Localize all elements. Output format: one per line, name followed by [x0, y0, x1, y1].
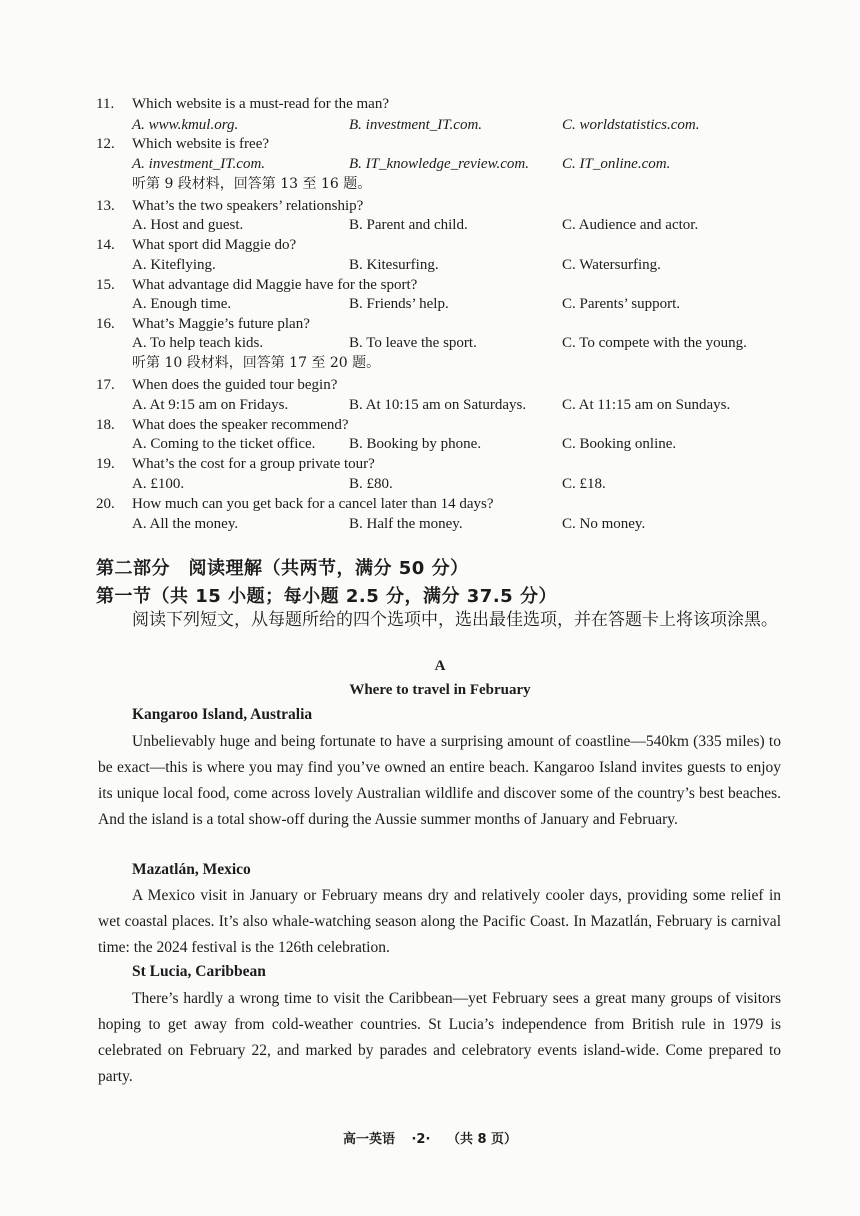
option-a: A. £100.: [132, 476, 185, 492]
question-number: 16.: [96, 316, 115, 332]
option-b: B. £80.: [349, 476, 393, 492]
option-a: A. At 9:15 am on Fridays.: [132, 397, 289, 413]
option-c: C. No money.: [562, 516, 646, 532]
footer-subject: 高一英语: [342, 1132, 395, 1147]
footer-total-pages: （共 8 页）: [446, 1132, 518, 1147]
option-a: A. investment_IT.com.: [132, 156, 266, 172]
question-number: 19.: [96, 456, 115, 472]
option-a: A. Enough time.: [132, 296, 232, 312]
section-heading-st-lucia: St Lucia, Caribbean: [132, 963, 266, 980]
question-text: What’s the two speakers’ relationship?: [132, 198, 364, 214]
paragraph-kangaroo-island: Unbelievably huge and being fortunate to have a surprising amount of coastline—540km (335 miles) to be exact—this is where you may find you’ve owned an entire beach. Kangaroo Island invites guests to enjoy its unique local food, come across lovely Australian wildlife and discover some of the country’s best beaches. And the island is a total show-off during the Aussie summer months of January and February.: [98, 733, 781, 828]
question-text: What sport did Maggie do?: [132, 237, 297, 253]
section-10-intro: 听第 10 段材料，回答第 17 至 20 题。: [132, 355, 381, 371]
option-a: A. To help teach kids.: [132, 335, 264, 351]
option-b: B. Friends’ help.: [349, 296, 449, 312]
option-b: B. investment_IT.com.: [349, 117, 483, 133]
option-a: A. www.kmul.org.: [132, 117, 239, 133]
paragraph-mazatlan: A Mexico visit in January or February means dry and relatively cooler days, providing some relief in wet coastal places. It’s also whale-watching season along the Pacific Coast. In Mazatlán, February is carnival time: the 2024 festival is the 126th celebration.: [98, 887, 781, 956]
option-a: A. Coming to the ticket office.: [132, 436, 316, 452]
question-number: 12.: [96, 136, 115, 152]
question-text: What advantage did Maggie have for the sport?: [132, 277, 418, 293]
question-number: 13.: [96, 198, 115, 214]
paragraph-st-lucia: There’s hardly a wrong time to visit the Caribbean—yet February sees a great many groups of visitors hoping to get away from cold-weather countries. St Lucia’s independence from British rule in 1979 is celebrated on February 22, and marked by parades and celebratory events island-wide. Come prepared to party.: [98, 990, 781, 1085]
question-number: 20.: [96, 496, 115, 512]
option-a: A. All the money.: [132, 516, 239, 532]
section-heading-kangaroo-island: Kangaroo Island, Australia: [132, 706, 313, 723]
option-c: C. Booking online.: [562, 436, 677, 452]
reading-instructions: 阅读下列短文，从每题所给的四个选项中，选出最佳选项，并在答题卡上将该项涂黑。: [132, 610, 778, 630]
option-c: C. Audience and actor.: [562, 217, 699, 233]
option-c: C. Parents’ support.: [562, 296, 681, 312]
question-text: What’s Maggie’s future plan?: [132, 316, 310, 332]
passage-letter: A: [434, 658, 446, 674]
option-c: C. £18.: [562, 476, 606, 492]
option-b: B. To leave the sport.: [349, 335, 477, 351]
question-number: 15.: [96, 277, 115, 293]
passage-title: Where to travel in February: [349, 682, 531, 698]
option-c: C. IT_online.com.: [562, 156, 671, 172]
option-a: A. Host and guest.: [132, 217, 244, 233]
footer-page-number: ·2·: [411, 1132, 431, 1147]
option-c: C. worldstatistics.com.: [562, 117, 700, 133]
question-text: What’s the cost for a group private tour?: [132, 456, 375, 472]
question-text: Which website is free?: [132, 136, 270, 152]
option-b: B. IT_knowledge_review.com.: [349, 156, 529, 172]
option-c: C. At 11:15 am on Sundays.: [562, 397, 731, 413]
part-two-heading: 第二部分 阅读理解（共两节，满分 50 分）: [96, 558, 469, 579]
page-footer: [0, 1128, 860, 1147]
option-b: B. Kitesurfing.: [349, 257, 439, 273]
question-text: What does the speaker recommend?: [132, 417, 349, 433]
section-one-heading: 第一节（共 15 小题；每小题 2.5 分，满分 37.5 分）: [96, 586, 557, 607]
question-number: 11.: [96, 96, 115, 112]
option-b: B. At 10:15 am on Saturdays.: [349, 397, 527, 413]
question-text: When does the guided tour begin?: [132, 377, 338, 393]
question-number: 17.: [96, 377, 115, 393]
question-text: How much can you get back for a cancel later than 14 days?: [132, 496, 494, 512]
question-number: 14.: [96, 237, 115, 253]
option-b: B. Half the money.: [349, 516, 463, 532]
option-b: B. Parent and child.: [349, 217, 468, 233]
section-9-intro: 听第 9 段材料，回答第 13 至 16 题。: [132, 176, 372, 192]
option-b: B. Booking by phone.: [349, 436, 482, 452]
option-a: A. Kiteflying.: [132, 257, 216, 273]
question-number: 18.: [96, 417, 115, 433]
option-c: C. Watersurfing.: [562, 257, 661, 273]
option-c: C. To compete with the young.: [562, 335, 747, 351]
question-text: Which website is a must-read for the man?: [132, 96, 389, 112]
section-heading-mazatlan: Mazatlán, Mexico: [132, 861, 251, 878]
